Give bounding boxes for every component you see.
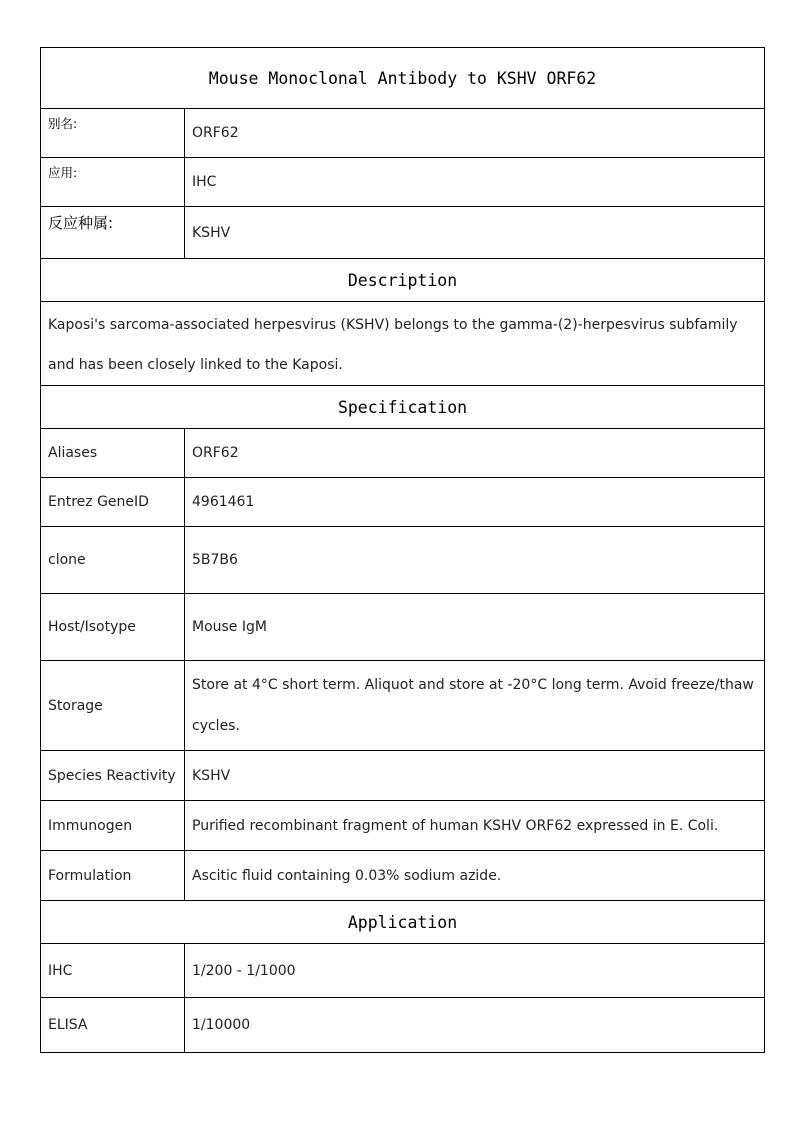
header-row-alias bbox=[41, 109, 765, 158]
application-dilution: 1/10000 bbox=[185, 998, 765, 1053]
spec-label: Aliases bbox=[41, 429, 185, 478]
application-label-cn: 应用: bbox=[41, 158, 185, 207]
application-method: ELISA bbox=[41, 998, 185, 1053]
title-row bbox=[41, 48, 765, 109]
application-dilution: 1/200 - 1/1000 bbox=[185, 944, 765, 998]
product-title: Mouse Monoclonal Antibody to KSHV ORF62 bbox=[41, 48, 765, 109]
application-row bbox=[41, 998, 765, 1053]
spec-row bbox=[41, 801, 765, 851]
alias-label-cn: 别名: bbox=[41, 109, 185, 158]
spec-row bbox=[41, 751, 765, 801]
description-text: Kaposi's sarcoma-associated herpesvirus (KSHV) belongs to the gamma-(2)-herpesvirus subfamily and has been closely linked to the Kaposi. bbox=[41, 302, 765, 386]
spec-label: Host/Isotype bbox=[41, 594, 185, 661]
header-row-reactivity bbox=[41, 207, 765, 259]
spec-label: Entrez GeneID bbox=[41, 478, 185, 527]
spec-row bbox=[41, 429, 765, 478]
spec-value: Mouse IgM bbox=[185, 594, 765, 661]
spec-value: 5B7B6 bbox=[185, 527, 765, 594]
application-heading-row bbox=[41, 901, 765, 944]
spec-label: Species Reactivity bbox=[41, 751, 185, 801]
spec-row bbox=[41, 851, 765, 901]
specification-heading-row bbox=[41, 386, 765, 429]
spec-value: Ascitic fluid containing 0.03% sodium azide. bbox=[185, 851, 765, 901]
spec-label: Immunogen bbox=[41, 801, 185, 851]
spec-value: Store at 4°C short term. Aliquot and store at -20°C long term. Avoid freeze/thaw cycles. bbox=[185, 661, 765, 751]
spec-label: Formulation bbox=[41, 851, 185, 901]
header-row-application bbox=[41, 158, 765, 207]
specification-heading: Specification bbox=[41, 386, 765, 429]
spec-value: 4961461 bbox=[185, 478, 765, 527]
reactivity-value: KSHV bbox=[185, 207, 765, 259]
application-value: IHC bbox=[185, 158, 765, 207]
application-method: IHC bbox=[41, 944, 185, 998]
spec-value: Purified recombinant fragment of human KSHV ORF62 expressed in E. Coli. bbox=[185, 801, 765, 851]
spec-label: clone bbox=[41, 527, 185, 594]
spec-row bbox=[41, 594, 765, 661]
application-row bbox=[41, 944, 765, 998]
spec-row bbox=[41, 661, 765, 751]
spec-row bbox=[41, 527, 765, 594]
datasheet-table bbox=[40, 47, 765, 1053]
spec-value: ORF62 bbox=[185, 429, 765, 478]
spec-row bbox=[41, 478, 765, 527]
datasheet bbox=[40, 47, 764, 1053]
spec-label: Storage bbox=[41, 661, 185, 751]
description-heading-row bbox=[41, 259, 765, 302]
alias-value: ORF62 bbox=[185, 109, 765, 158]
description-row bbox=[41, 302, 765, 386]
reactivity-label-cn: 反应种属: bbox=[41, 207, 185, 259]
application-heading: Application bbox=[41, 901, 765, 944]
description-heading: Description bbox=[41, 259, 765, 302]
spec-value: KSHV bbox=[185, 751, 765, 801]
